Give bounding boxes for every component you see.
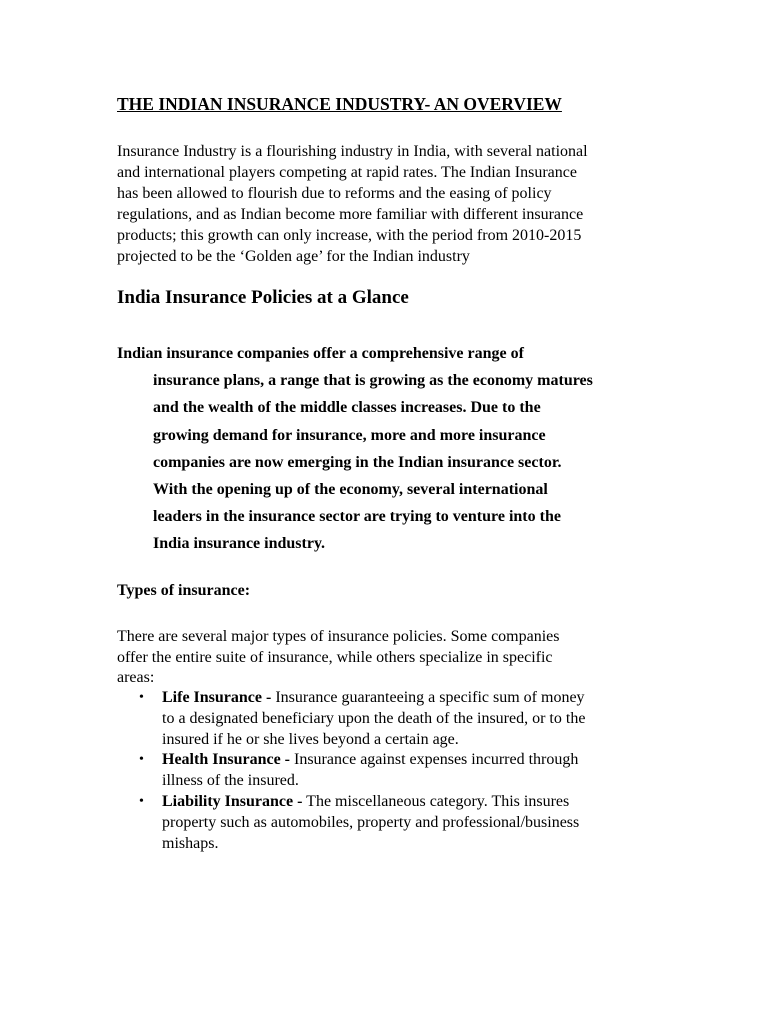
types-heading: Types of insurance: [117, 582, 251, 599]
types-intro-line: There are several major types of insurance policies. Some companies [117, 628, 560, 645]
intro-line: projected to be the ‘Golden age’ for the Indian industry [117, 248, 470, 265]
list-item-life-insurance [117, 688, 677, 750]
intro-line: and international players competing at rapid rates. The Indian Insurance [117, 164, 577, 181]
insurance-description: Insurance guaranteeing a specific sum of money [271, 689, 585, 706]
document-title: THE INDIAN INSURANCE INDUSTRY- AN OVERVIEW [117, 94, 562, 114]
policies-line: companies are now emerging in the Indian insurance sector. [153, 453, 562, 471]
types-intro-line: areas: [117, 669, 155, 686]
policies-line: India insurance industry. [153, 535, 326, 553]
intro-line: regulations, and as Indian become more familiar with different insurance [117, 206, 584, 223]
intro-paragraph [117, 141, 662, 267]
list-item-line: property such as automobiles, property and professional/business [162, 813, 580, 831]
types-intro-line: offer the entire suite of insurance, while others specialize in specific [117, 648, 553, 666]
policies-line: growing demand for insurance, more and more insurance [153, 426, 546, 444]
policies-line: Indian insurance companies offer a comprehensive range of [117, 345, 524, 362]
intro-line: products; this growth can only increase, with the period from 2010-2015 [117, 227, 582, 244]
list-item-line: to a designated beneficiary upon the death of the insured, or to the [162, 709, 586, 727]
policies-line: leaders in the insurance sector are trying to venture into the [153, 508, 561, 526]
policies-line: With the opening up of the economy, several international [153, 481, 548, 499]
insurance-types-list [117, 688, 677, 854]
list-item-line: insured if he or she lives beyond a certain age. [162, 730, 459, 748]
list-item-health-insurance [117, 750, 677, 792]
insurance-term: Life Insurance - [162, 689, 272, 706]
intro-line: has been allowed to flourish due to reforms and the easing of policy [117, 185, 552, 202]
list-item-first-line [162, 750, 677, 771]
list-item-liability-insurance [117, 792, 677, 854]
bullet-icon: • [139, 690, 144, 705]
list-item-first-line [162, 792, 677, 813]
list-item-first-line [162, 688, 677, 709]
intro-line: Insurance Industry is a flourishing industry in India, with several national [117, 143, 588, 160]
insurance-description: The miscellaneous category. This insures [302, 792, 570, 810]
bullet-icon: • [139, 793, 144, 809]
list-item-line: mishaps. [162, 834, 219, 852]
types-intro-paragraph [117, 627, 677, 689]
policies-line: and the wealth of the middle classes increases. Due to the [153, 399, 541, 417]
section-heading: India Insurance Policies at a Glance [117, 287, 409, 308]
bullet-icon: • [139, 752, 144, 768]
policies-line: insurance plans, a range that is growing as the economy matures [153, 372, 593, 390]
insurance-term: Health Insurance - [162, 751, 290, 769]
insurance-term: Liability Insurance - [162, 792, 303, 810]
policies-paragraph [117, 340, 677, 558]
list-item-line: illness of the insured. [162, 772, 299, 790]
insurance-description: Insurance against expenses incurred through [290, 751, 579, 769]
